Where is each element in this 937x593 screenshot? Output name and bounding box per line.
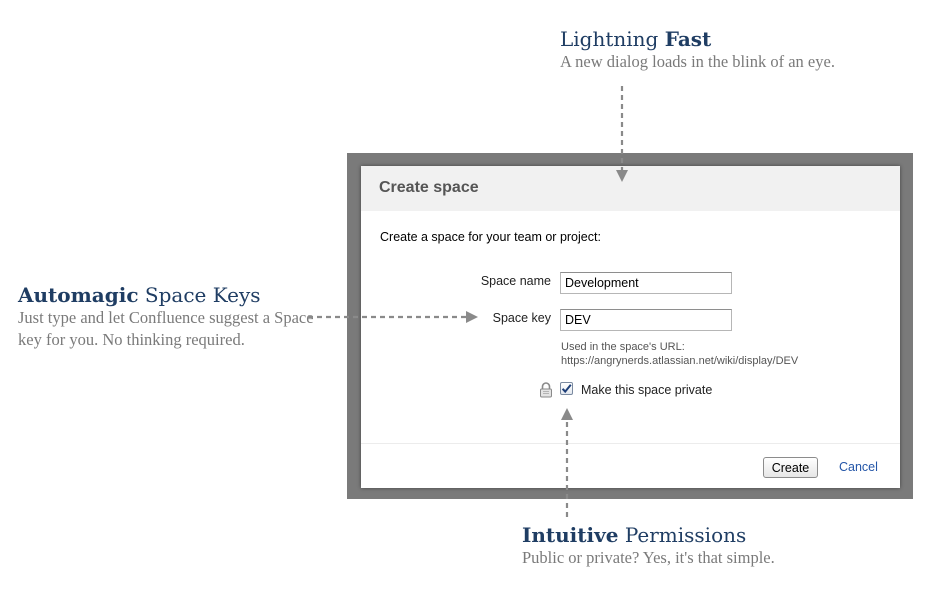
space-url-hint-line1: Used in the space's URL: (561, 341, 685, 353)
arrow-perm-head (561, 408, 573, 420)
dialog-intro-text: Create a space for your team or project: (380, 230, 601, 244)
callout-title-plain: Lightning (560, 27, 659, 51)
space-url-hint-line2: https://angrynerds.atlassian.net/wiki/display/DEV (561, 355, 799, 367)
space-name-label: Space name (480, 274, 551, 288)
callout-title-plain: Permissions (624, 523, 747, 547)
callout-title-bold: Fast (664, 27, 712, 51)
make-private-label[interactable]: Make this space private (581, 383, 713, 397)
callout-description: Just type and let Confluence suggest a Space key for you. No thinking required. (18, 308, 314, 349)
callout-title-plain: Space Keys (144, 283, 261, 307)
cancel-link[interactable]: Cancel (839, 460, 878, 474)
callout-title-bold: Intuitive (522, 523, 619, 547)
space-key-label: Space key (492, 311, 551, 325)
dialog-title: Create space (379, 179, 479, 196)
callout-description: Public or private? Yes, it's that simple. (522, 548, 775, 567)
create-button[interactable]: Create (763, 457, 818, 478)
arrow-fast-head (616, 170, 628, 182)
callout-title-bold: Automagic (18, 283, 139, 307)
arrow-keys-head (466, 311, 478, 323)
callout-description: A new dialog loads in the blink of an eye. (560, 52, 835, 71)
